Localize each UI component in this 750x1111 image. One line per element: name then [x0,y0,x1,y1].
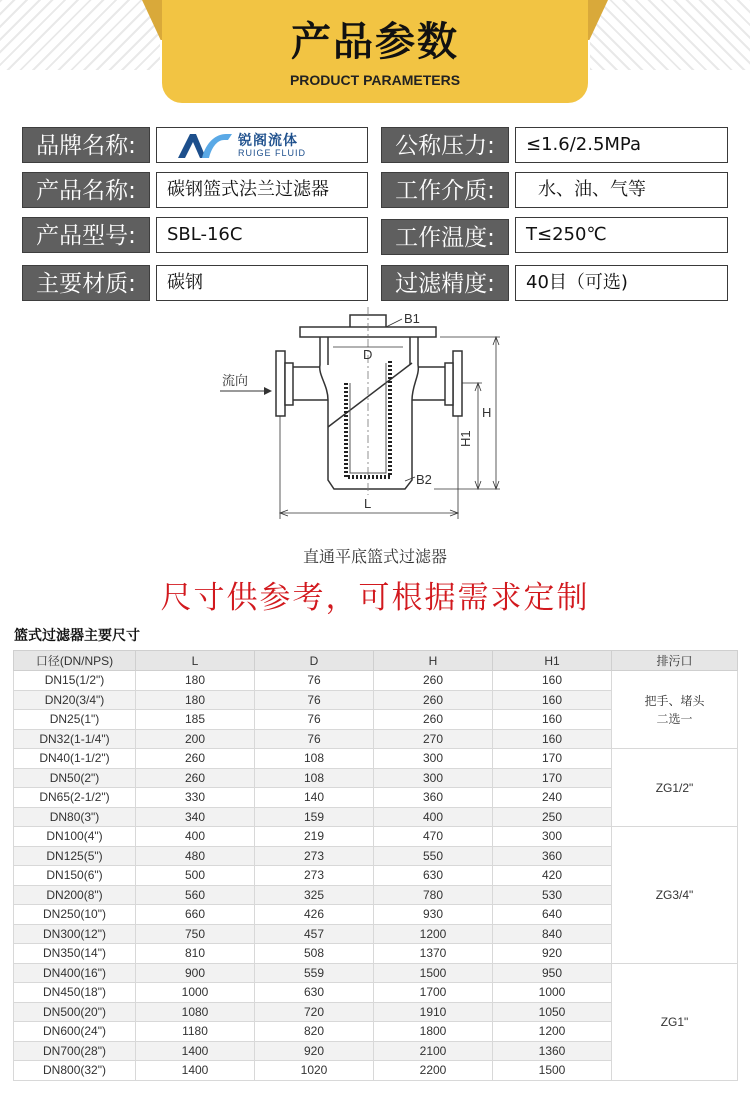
basket-strainer-drawing [200,305,540,530]
table-cell: DN32(1-1/4") [14,729,136,749]
header-cell: 口径(DN/NPS) [14,651,136,671]
table-cell: 820 [255,1022,374,1042]
table-cell: 325 [255,885,374,905]
drain-port-text: 二选一 [656,711,693,726]
table-cell: 300 [374,768,493,788]
drain-port-text: ZG1" [660,1014,689,1029]
header-cell: H1 [493,651,612,671]
table-row [14,671,738,691]
table-cell: 900 [136,963,255,983]
temperature-label: 工作温度: [381,219,509,255]
table-cell: 180 [136,690,255,710]
table-cell: 840 [493,924,612,944]
table-cell: 500 [136,866,255,886]
table-cell: 360 [374,788,493,808]
table-cell: DN500(20") [14,1002,136,1022]
table-cell: DN50(2") [14,768,136,788]
table-body [14,671,738,1081]
custom-size-notice: 尺寸供参考，可根据需求定制 [160,580,590,616]
table-cell: 1080 [136,1002,255,1022]
table-cell: DN40(1-1/2") [14,749,136,769]
table-cell: 160 [493,729,612,749]
table-cell: DN65(2-1/2") [14,788,136,808]
table-cell: DN450(18") [14,983,136,1003]
table-cell: 630 [255,983,374,1003]
table-cell: DN400(16") [14,963,136,983]
medium-label: 工作介质: [381,172,509,208]
table-cell: DN250(10") [14,905,136,925]
table-cell: 1700 [374,983,493,1003]
table-cell: 630 [374,866,493,886]
table-cell: 1500 [493,1061,612,1081]
material-value: 碳钢 [156,265,368,301]
label-d: D [363,347,373,362]
drain-port-cell [612,827,738,964]
table-cell: 360 [493,846,612,866]
table-cell: DN300(12") [14,924,136,944]
table-cell: 720 [255,1002,374,1022]
drain-port-text: ZG1/2" [655,780,694,795]
table-cell: DN350(14") [14,944,136,964]
header-cell: L [136,651,255,671]
table-cell: 780 [374,885,493,905]
table-cell: 219 [255,827,374,847]
product-name-label: 产品名称: [22,172,150,208]
drain-port-cell [612,963,738,1080]
table-cell: 1200 [493,1022,612,1042]
table-cell: 273 [255,866,374,886]
label-b1: B1 [404,311,420,326]
label-h: H [482,405,492,420]
table-cell: 260 [374,690,493,710]
table-cell: 420 [493,866,612,886]
table-cell: 470 [374,827,493,847]
brand-name-en: RUIGE FLUID [238,148,307,158]
table-cell: 508 [255,944,374,964]
table-cell: 640 [493,905,612,925]
table-cell: 1500 [374,963,493,983]
label-l: L [364,496,372,511]
table-cell: DN800(32") [14,1061,136,1081]
model-value: SBL-16C [156,217,368,253]
label-h1: H1 [458,430,473,447]
table-cell: 260 [136,749,255,769]
temperature-value: T≤250℃ [515,217,728,253]
material-label: 主要材质: [22,265,150,301]
label-flow: 流向 [222,373,249,388]
table-cell: 76 [255,729,374,749]
table-cell: 108 [255,768,374,788]
table-cell: DN15(1/2") [14,671,136,691]
table-cell: 159 [255,807,374,827]
inlet-flange [276,351,285,416]
table-cell: DN20(3/4") [14,690,136,710]
table-row [14,963,738,983]
table-cell: DN25(1") [14,710,136,730]
table-cell: 660 [136,905,255,925]
table-cell: 426 [255,905,374,925]
brand-name-cn: 锐阁流体 [238,133,298,149]
table-cell: 180 [136,671,255,691]
page-subtitle: PRODUCT PARAMETERS [289,72,461,88]
table-cell: 1370 [374,944,493,964]
table-cell: 200 [136,729,255,749]
table-title: 篮式过滤器主要尺寸 [14,628,140,644]
partition-plate [328,363,412,427]
model-label: 产品型号: [22,217,150,253]
table-cell: 1200 [374,924,493,944]
table-cell: 1180 [136,1022,255,1042]
table-cell: 1910 [374,1002,493,1022]
precision-label: 过滤精度: [381,265,509,301]
table-cell: 330 [136,788,255,808]
table-cell: 550 [374,846,493,866]
table-cell: DN600(24") [14,1022,136,1042]
pressure-label: 公称压力: [381,127,509,163]
table-cell: 1000 [493,983,612,1003]
table-cell: 930 [374,905,493,925]
table-cell: 270 [374,729,493,749]
table-cell: 240 [493,788,612,808]
table-cell: DN200(8") [14,885,136,905]
header-banner [0,0,750,110]
table-cell: 1020 [255,1061,374,1081]
table-cell: 950 [493,963,612,983]
drain-port-text: 把手、堵头 [644,693,705,708]
table-cell: 260 [374,710,493,730]
header-cell: D [255,651,374,671]
table-cell: 108 [255,749,374,769]
table-row [14,749,738,769]
table-cell: DN150(6") [14,866,136,886]
table-cell: 76 [255,690,374,710]
table-cell: 250 [493,807,612,827]
table-cell: 340 [136,807,255,827]
table-header-row [14,651,738,671]
table-cell: 170 [493,768,612,788]
table-cell: 750 [136,924,255,944]
table-cell: 185 [136,710,255,730]
table-cell: 560 [136,885,255,905]
table-cell: 1000 [136,983,255,1003]
decorative-stripes-left [0,0,160,70]
table-cell: 559 [255,963,374,983]
table-cell: 140 [255,788,374,808]
drawing-caption: 直通平底篮式过滤器 [302,547,447,566]
table-cell: 273 [255,846,374,866]
table-cell: 1360 [493,1041,612,1061]
product-name-value: 碳钢篮式法兰过滤器 [156,172,368,208]
table-cell: 160 [493,671,612,691]
table-cell: DN125(5") [14,846,136,866]
table-cell: 480 [136,846,255,866]
table-cell: 76 [255,710,374,730]
header-cell: 排污口 [612,651,738,671]
drain-port-text: ZG3/4" [655,887,694,902]
table-cell: 400 [136,827,255,847]
table-cell: 400 [374,807,493,827]
table-cell: 1400 [136,1061,255,1081]
brand-label: 品牌名称: [22,127,150,163]
table-cell: DN80(3") [14,807,136,827]
table-cell: 260 [374,671,493,691]
precision-value: 40目（可选) [515,265,728,301]
table-cell: 76 [255,671,374,691]
table-cell: 260 [136,768,255,788]
page-title: 产品参数 [291,19,459,65]
table-cell: DN700(28") [14,1041,136,1061]
table-cell: 457 [255,924,374,944]
table-cell: 1800 [374,1022,493,1042]
drain-port-cell [612,671,738,749]
header-cell: H [374,651,493,671]
table-cell: 2100 [374,1041,493,1061]
table-cell: 160 [493,710,612,730]
table-row [14,827,738,847]
decorative-stripes-right [590,0,750,70]
table-cell: 300 [493,827,612,847]
table-cell: 300 [374,749,493,769]
table-cell: 1400 [136,1041,255,1061]
medium-value: 水、油、气等 [515,172,728,208]
table-cell: 170 [493,749,612,769]
pressure-value: ≤1.6/2.5MPa [515,127,728,163]
table-cell: DN100(4") [14,827,136,847]
dimensions-table [13,650,738,1081]
table-cell: 2200 [374,1061,493,1081]
table-cell: 530 [493,885,612,905]
outlet-flange [453,351,462,416]
table-cell: 920 [493,944,612,964]
table-cell: 810 [136,944,255,964]
table-cell: 920 [255,1041,374,1061]
drain-port-cell [612,749,738,827]
table-cell: 1050 [493,1002,612,1022]
table-cell: 160 [493,690,612,710]
label-b2: B2 [416,472,432,487]
